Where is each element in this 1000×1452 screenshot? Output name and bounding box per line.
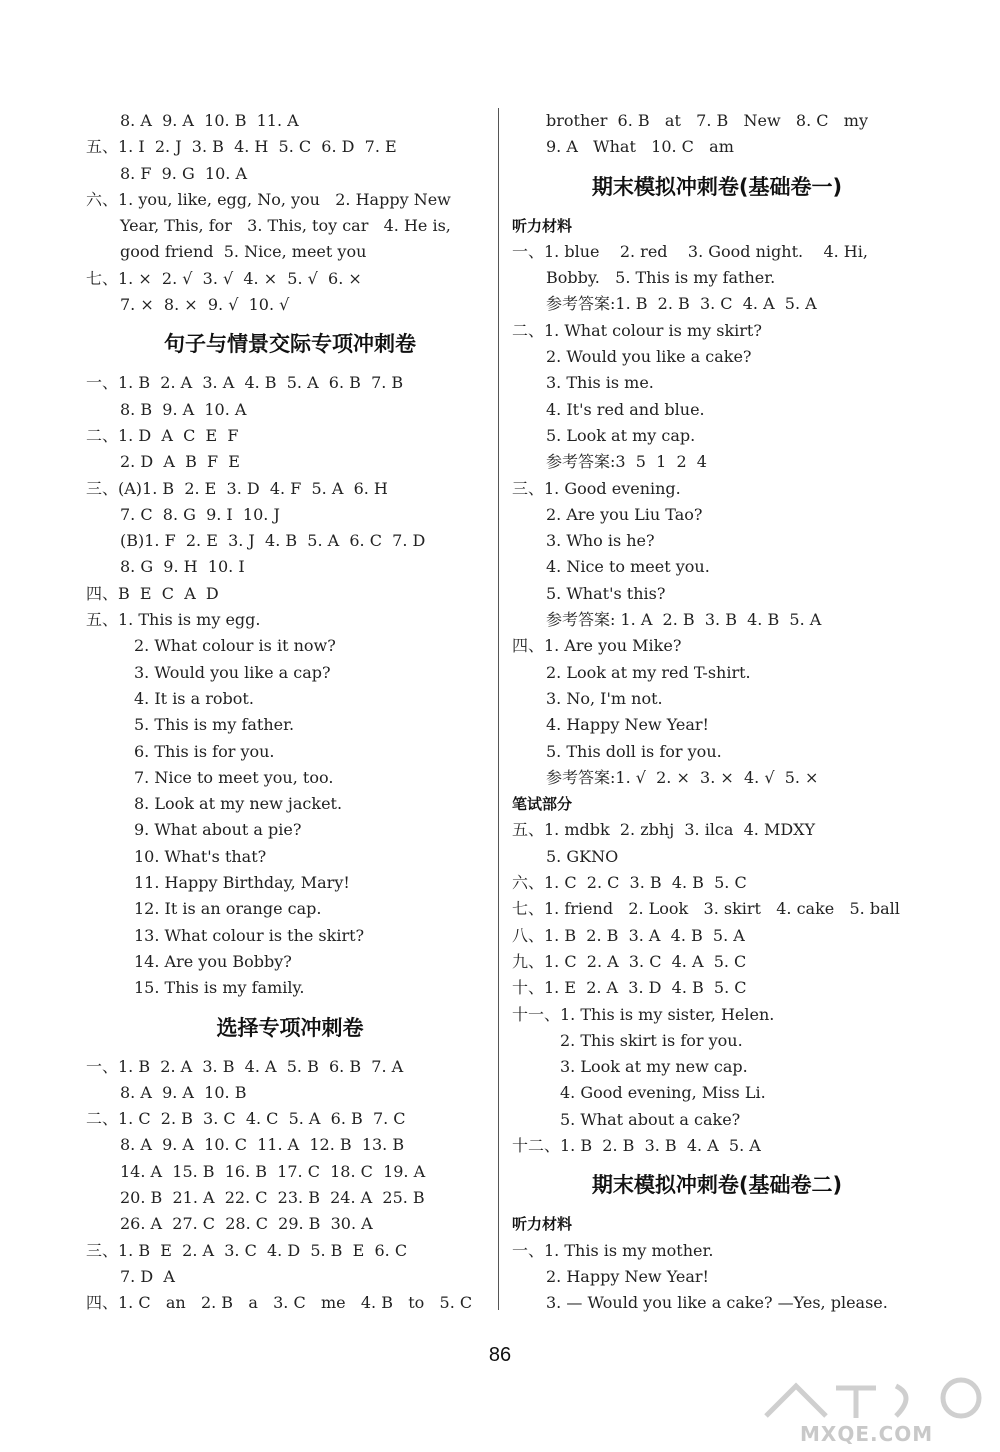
answer-line: 六、1. you, like, egg, No, you 2. Happy New (86, 189, 451, 209)
answer-line: 11. Happy Birthday, Mary! (134, 873, 350, 893)
answer-line: 5. What about a cake? (560, 1109, 741, 1129)
answer-line: 5. What's this? (546, 583, 666, 603)
answer-line: good friend 5. Nice, meet you (120, 242, 367, 262)
answer-line: 三、1. B E 2. A 3. C 4. D 5. B E 6. C (86, 1240, 408, 1260)
answer-line: 4. Nice to meet you. (546, 557, 710, 577)
answer-line: 十、1. E 2. A 3. D 4. B 5. C (512, 978, 747, 998)
section-heading: 句子与情景交际专项冲刺卷 (164, 332, 416, 357)
answer-line: 七、1. × 2. √ 3. √ 4. × 5. √ 6. × (86, 268, 362, 288)
answer-line: 9. A What 10. C am (546, 137, 734, 157)
subsection-label: 听力材料 (512, 1215, 573, 1234)
answer-line: 2. This skirt is for you. (560, 1030, 743, 1050)
answer-line: 五、1. mdbk 2. zbhj 3. ilca 4. MDXY (512, 820, 816, 840)
answer-line: 四、1. C an 2. B a 3. C me 4. B to 5. C (86, 1293, 473, 1313)
answer-line: 8. F 9. G 10. A (120, 163, 248, 183)
answer-line: 四、B E C A D (86, 583, 219, 603)
right-column (512, 108, 922, 1316)
answer-line: 一、1. B 2. A 3. A 4. B 5. A 6. B 7. B (86, 373, 404, 393)
answer-line: 参考答案:1. B 2. B 3. C 4. A 5. A (546, 294, 817, 314)
section-heading: 期末模拟冲刺卷(基础卷二) (591, 1173, 843, 1198)
left-column (86, 108, 494, 1316)
answer-line: 7. × 8. × 9. √ 10. √ (120, 295, 290, 315)
answer-line: 参考答案:3 5 1 2 4 (546, 452, 707, 472)
answer-line: 7. C 8. G 9. I 10. J (120, 504, 280, 524)
answer-line: 九、1. C 2. A 3. C 4. A 5. C (512, 951, 747, 971)
answer-line: 20. B 21. A 22. C 23. B 24. A 25. B (120, 1187, 425, 1207)
column-divider (498, 108, 499, 1310)
section-heading: 选择专项冲刺卷 (216, 1015, 364, 1040)
answer-line: 一、1. This is my mother. (512, 1240, 714, 1260)
answer-line: 8. A 9. A 10. B 11. A (120, 111, 299, 130)
answer-line: 3. No, I'm not. (546, 688, 663, 708)
watermark-text: MXQE.COM (800, 1422, 934, 1446)
answer-line: 六、1. C 2. C 3. B 4. B 5. C (512, 873, 747, 893)
answer-line: 参考答案: 1. A 2. B 3. B 4. B 5. A (546, 610, 822, 630)
answer-line: 一、1. blue 2. red 3. Good night. 4. Hi, (512, 241, 868, 261)
answer-line: 五、1. This is my egg. (86, 610, 261, 630)
section-heading: 期末模拟冲刺卷(基础卷一) (591, 174, 843, 199)
answer-line: 2. D A B F E (120, 452, 240, 472)
answer-line: 4. Good evening, Miss Li. (560, 1083, 766, 1103)
answer-line: 15. This is my family. (134, 978, 305, 998)
answer-line: 8. B 9. A 10. A (120, 399, 247, 419)
page-number: 86 (488, 1344, 512, 1366)
answer-line: 5. Look at my cap. (546, 425, 696, 445)
answer-line: 十二、1. B 2. B 3. B 4. A 5. A (512, 1135, 761, 1155)
answer-line: 2. Happy New Year! (546, 1266, 709, 1286)
answer-line: 5. This is my father. (134, 715, 295, 735)
answer-line: 8. G 9. H 10. I (120, 557, 245, 577)
answer-line: 2. Are you Liu Tao? (546, 504, 703, 524)
answer-line: 4. It's red and blue. (546, 399, 705, 419)
answer-line: 3. Who is he? (546, 531, 655, 551)
answer-line: 十一、1. This is my sister, Helen. (512, 1004, 775, 1024)
answer-line: 14. A 15. B 16. B 17. C 18. C 19. A (120, 1161, 426, 1181)
answer-line: 4. It is a robot. (134, 688, 254, 708)
answer-line: 参考答案:1. √ 2. × 3. × 4. √ 5. × (546, 767, 819, 787)
answer-line: 八、1. B 2. B 3. A 4. B 5. A (512, 925, 745, 945)
answer-line: 三、(A)1. B 2. E 3. D 4. F 5. A 6. H (86, 478, 388, 498)
answer-line: 三、1. Good evening. (512, 478, 681, 498)
answer-line: 一、1. B 2. A 3. B 4. A 5. B 6. B 7. A (86, 1056, 404, 1076)
answer-line: 五、1. I 2. J 3. B 4. H 5. C 6. D 7. E (86, 137, 397, 157)
answer-line: 4. Happy New Year! (546, 715, 709, 735)
answer-line: 8. A 9. A 10. B (120, 1082, 247, 1102)
answer-line: 9. What about a pie? (134, 820, 302, 840)
answer-line: 3. This is me. (546, 373, 654, 393)
answer-line: 7. Nice to meet you, too. (134, 767, 334, 787)
answer-line: 3. Look at my new cap. (560, 1057, 748, 1077)
answer-line: 3. Would you like a cap? (134, 662, 331, 682)
answer-line: 8. Look at my new jacket. (134, 794, 343, 814)
answer-line: Year, This, for 3. This, toy car 4. He is, (120, 216, 451, 236)
answer-line: 5. GKNO (546, 846, 619, 866)
answer-line: 二、1. D A C E F (86, 425, 239, 445)
answer-line: 2. Would you like a cake? (546, 347, 752, 367)
answer-line: 14. Are you Bobby? (134, 951, 292, 971)
answer-line: 四、1. Are you Mike? (512, 636, 682, 656)
answer-line: (B)1. F 2. E 3. J 4. B 5. A 6. C 7. D (120, 531, 426, 551)
answer-line: 七、1. friend 2. Look 3. skirt 4. cake 5. ball (512, 899, 900, 919)
answer-line: 13. What colour is the skirt? (134, 925, 365, 945)
answer-line: brother 6. B at 7. B New 8. C my (546, 111, 868, 130)
answer-line: 2. What colour is it now? (134, 636, 336, 656)
answer-line: 5. This doll is for you. (546, 741, 722, 761)
answer-line: 26. A 27. C 28. C 29. B 30. A (120, 1214, 373, 1234)
answer-line: 7. D A (120, 1266, 175, 1286)
answer-line: 2. Look at my red T-shirt. (546, 662, 751, 682)
answer-line: 二、1. C 2. B 3. C 4. C 5. A 6. B 7. C (86, 1109, 406, 1129)
subsection-label: 听力材料 (512, 216, 573, 235)
answer-line: 3. — Would you like a cake? —Yes, please. (546, 1293, 888, 1313)
answer-line: Bobby. 5. This is my father. (546, 268, 776, 288)
answer-line: 10. What's that? (134, 846, 267, 866)
answer-line: 二、1. What colour is my skirt? (512, 320, 762, 340)
answer-line: 6. This is for you. (134, 741, 275, 761)
subsection-label: 笔试部分 (512, 795, 573, 814)
answer-line: 8. A 9. A 10. C 11. A 12. B 13. B (120, 1135, 405, 1155)
answer-line: 12. It is an orange cap. (134, 899, 322, 919)
